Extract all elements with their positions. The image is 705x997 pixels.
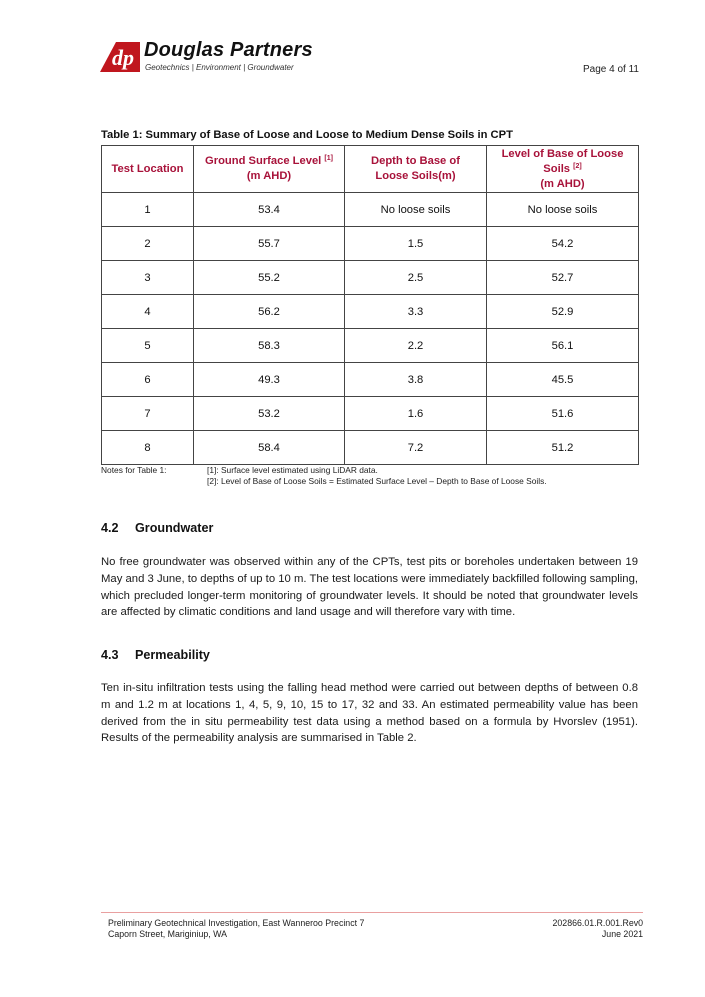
table-row — [102, 261, 639, 295]
cell-test-location: 3 — [102, 261, 194, 295]
groundwater-paragraph: No free groundwater was observed within any of the CPTs, test pits or boreholes undertaken between 19 May and 3 June, to depths of up to 10 m. The test locations were immediately backfilled following sampling, which precluded longer-term monitoring of groundwater levels. It should be noted that groundwater levels are affected by climatic conditions and land usage and will therefore vary with time. — [101, 556, 638, 619]
header-depth-to-base: Depth to Base of Loose Soils(m) — [345, 146, 487, 193]
cell-ground-surface-level: 53.4 — [194, 193, 345, 227]
cell-ground-surface-level: 55.7 — [194, 227, 345, 261]
page-number: Page 4 of 11 — [583, 64, 639, 75]
table-row — [102, 397, 639, 431]
cell-ground-surface-level: 55.2 — [194, 261, 345, 295]
cell-depth-to-base: 7.2 — [345, 431, 487, 465]
table-row — [102, 363, 639, 397]
cell-ground-surface-level: 49.3 — [194, 363, 345, 397]
header-level-of-base: Level of Base of Loose Soils [2] (m AHD) — [487, 146, 639, 193]
cell-ground-surface-level: 53.2 — [194, 397, 345, 431]
cell-depth-to-base: 3.3 — [345, 295, 487, 329]
cell-ground-surface-level: 56.2 — [194, 295, 345, 329]
company-name: Douglas Partners — [144, 39, 313, 61]
douglas-partners-logo-icon — [100, 42, 140, 72]
cell-test-location: 8 — [102, 431, 194, 465]
cell-depth-to-base: 1.5 — [345, 227, 487, 261]
cell-level-of-base: 51.2 — [487, 431, 639, 465]
cell-test-location: 7 — [102, 397, 194, 431]
cell-depth-to-base: 1.6 — [345, 397, 487, 431]
notes-label: Notes for Table 1: — [101, 465, 167, 475]
svg-text:dp: dp — [112, 45, 134, 70]
table-row — [102, 295, 639, 329]
table-row — [102, 431, 639, 465]
footer-report-ref: 202866.01.R.001.Rev0 June 2021 — [552, 918, 643, 939]
cell-test-location: 4 — [102, 295, 194, 329]
cell-level-of-base: 45.5 — [487, 363, 639, 397]
cell-level-of-base: 56.1 — [487, 329, 639, 363]
note-1: [1]: Surface level estimated using LiDAR data. — [207, 465, 378, 475]
table-header-row — [102, 146, 639, 193]
company-tagline: Geotechnics | Environment | Groundwater — [145, 63, 294, 72]
cell-ground-surface-level: 58.3 — [194, 329, 345, 363]
table-row — [102, 227, 639, 261]
company-logo — [100, 39, 325, 74]
header-ground-surface-level: Ground Surface Level [1] (m AHD) — [194, 146, 345, 193]
cell-level-of-base: 52.7 — [487, 261, 639, 295]
permeability-paragraph: Ten in-situ infiltration tests using the falling head method were carried out between depths of between 0.8 m and 1.2 m at locations 1, 4, 5, 9, 10, 15 to 17, 32 and 33. An estimated permeability value has been derived from the in situ permeability test data using a method based on a formula by Hvorslev (1951). Results of the permeability analysis are summarised in Table 2. — [101, 682, 638, 745]
cell-depth-to-base: 3.8 — [345, 363, 487, 397]
cell-test-location: 5 — [102, 329, 194, 363]
cell-level-of-base: 52.9 — [487, 295, 639, 329]
footer-divider — [101, 912, 643, 913]
note-2: [2]: Level of Base of Loose Soils = Estimated Surface Level – Depth to Base of Loose Soils. — [207, 476, 547, 486]
summary-table — [101, 145, 639, 465]
cell-depth-to-base: 2.5 — [345, 261, 487, 295]
cell-depth-to-base: No loose soils — [345, 193, 487, 227]
table-title: Table 1: Summary of Base of Loose and Loose to Medium Dense Soils in CPT — [101, 129, 513, 141]
cell-test-location: 1 — [102, 193, 194, 227]
cell-ground-surface-level: 58.4 — [194, 431, 345, 465]
cell-level-of-base: 51.6 — [487, 397, 639, 431]
cell-level-of-base: No loose soils — [487, 193, 639, 227]
cell-test-location: 2 — [102, 227, 194, 261]
cell-test-location: 6 — [102, 363, 194, 397]
footer-project-info: Preliminary Geotechnical Investigation, East Wanneroo Precinct 7 Caporn Street, Mariginiup, WA — [108, 918, 365, 939]
table-row — [102, 193, 639, 227]
section-heading-groundwater: 4.2 Groundwater — [101, 521, 214, 535]
table-row — [102, 329, 639, 363]
section-heading-permeability: 4.3 Permeability — [101, 648, 210, 662]
cell-depth-to-base: 2.2 — [345, 329, 487, 363]
cell-level-of-base: 54.2 — [487, 227, 639, 261]
header-test-location: Test Location — [102, 146, 194, 193]
